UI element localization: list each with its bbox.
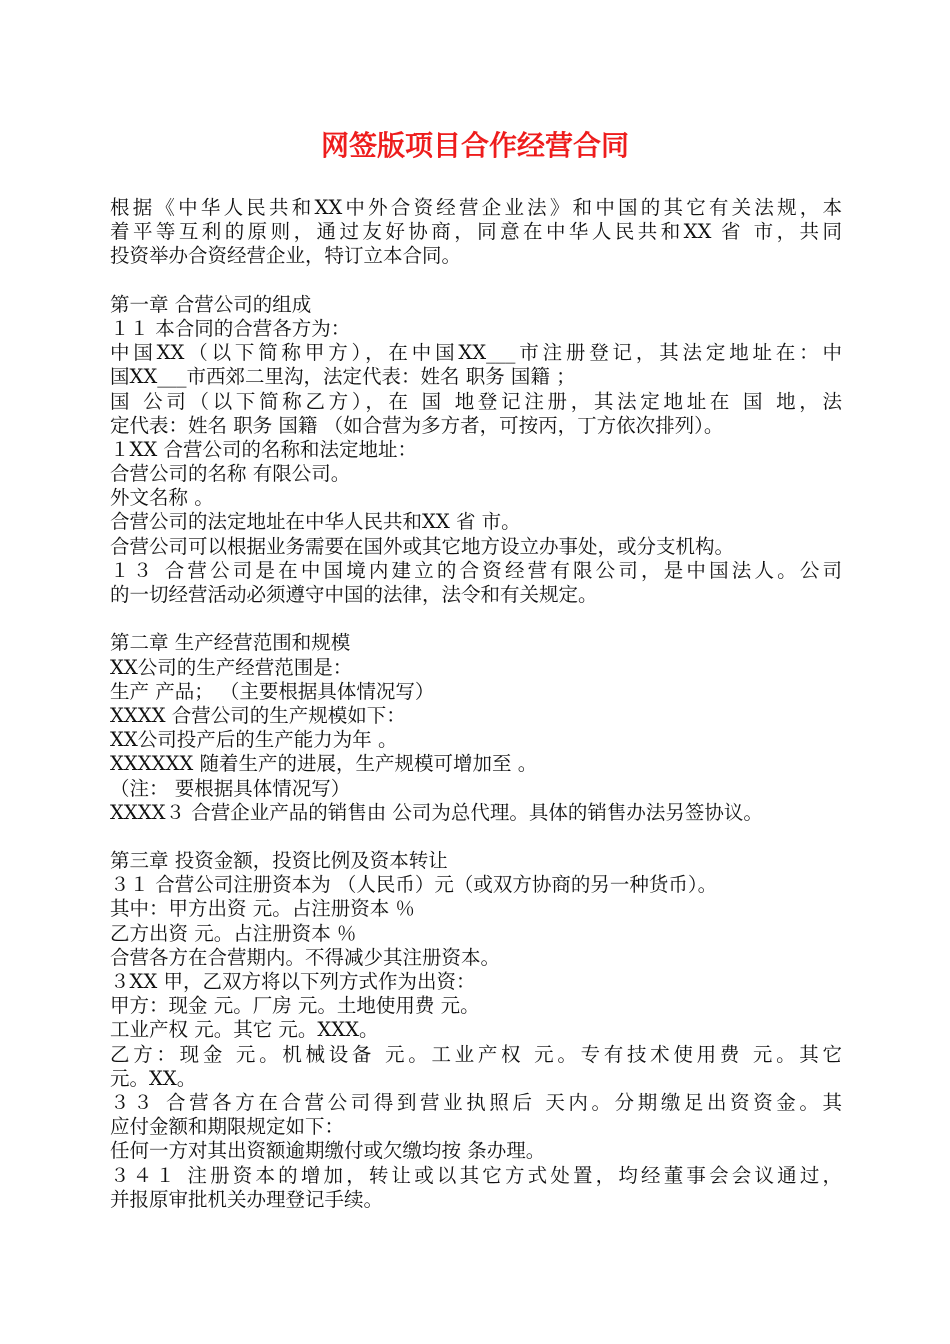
text-line: ３XX 甲，乙双方将以下列方式作为出资：: [110, 970, 476, 993]
text-line: 乙方：现金 元。机械设备 元。工业产权 元。专有技术使用费 元。其它: [110, 1042, 842, 1066]
text-line: 并报原审批机关办理登记手续。: [110, 1187, 384, 1211]
text-line: 国XX___市西郊二里沟，法定代表：姓名 职务 国籍 ；: [110, 365, 576, 389]
text-line: XX公司的生产经营范围是：: [110, 655, 353, 679]
text-line: XXXX 合营公司的生产规模如下：: [110, 703, 406, 727]
paragraph-gap: [110, 825, 842, 849]
text-line: 其中：甲方出资 元。占注册资本 ％: [110, 897, 415, 921]
document-title: 网签版项目合作经营合同: [320, 129, 629, 162]
text-line: 中国XX（以下简称甲方），在中国XX___市注册登记，其法定地址在：中: [110, 341, 842, 365]
text-line: ３１ 合营公司注册资本为 （人民币）元（或双方协商的另一种货币）。: [110, 873, 718, 897]
text-line: ３４１ 注册资本的增加，转让或以其它方式处置，均经董事会会议通过，: [110, 1163, 842, 1187]
text-line: XXXX３ 合营企业产品的销售由 公司为总代理。具体的销售办法另签协议。: [110, 800, 763, 824]
text-line: 任何一方对其出资额逾期缴付或欠缴均按 条办理。: [110, 1139, 546, 1163]
text-line: 的一切经营活动必须遵守中国的法律，法令和有关规定。: [110, 583, 598, 606]
text-line: 工业产权 元。其它 元。XXX。: [110, 1018, 379, 1042]
text-line: １３ 合营公司是在中国境内建立的合资经营有限公司，是中国法人。公司: [110, 558, 842, 582]
text-line: 国 公司（以下简称乙方），在 国 地登记注册，其法定地址在 国 地，法: [110, 389, 842, 413]
text-line: １１ 本合同的合营各方为：: [110, 316, 351, 340]
paragraph-gap: [110, 607, 842, 631]
text-line: ３３ 合营各方在合营公司得到营业执照后 天内。分期缴足出资资金。其: [110, 1090, 842, 1114]
text-line: 应付金额和期限规定如下：: [110, 1115, 345, 1139]
text-line: 甲方：现金 元。厂房 元。土地使用费 元。: [110, 994, 480, 1018]
intro-line: 着平等互利的原则，通过友好协商，同意在中华人民共和XX 省 市，共同: [110, 220, 842, 244]
chapter-heading: 第二章 生产经营范围和规模: [110, 631, 351, 655]
text-line: （注： 要根据具体情况写）: [110, 776, 351, 800]
intro-line: 投资举办合资经营企业，特订立本合同。: [110, 244, 462, 268]
document-body: [110, 196, 842, 1212]
text-line: 元。XX。: [110, 1066, 197, 1090]
text-line: 乙方出资 元。占注册资本 ％: [110, 921, 357, 945]
text-line: 合营各方在合营期内。不得减少其注册资本。: [110, 945, 501, 969]
paragraph-gap: [110, 269, 842, 293]
text-line: 合营公司的法定地址在中华人民共和XX 省 市。: [110, 510, 521, 534]
text-line: １XX 合营公司的名称和法定地址：: [110, 437, 417, 461]
text-line: 生产 产品； （主要根据具体情况写）: [110, 679, 435, 703]
chapter-heading: 第三章 投资金额，投资比例及资本转让: [110, 849, 448, 873]
chapter-heading: 第一章 合营公司的组成: [110, 292, 312, 316]
text-line: XXXXXX 随着生产的进展，生产规模可增加至 。: [110, 752, 538, 776]
text-line: 外文名称 。: [110, 486, 214, 510]
intro-line: 根据《中华人民共和XX中外合资经营企业法》和中国的其它有关法规，本: [110, 196, 842, 219]
text-line: XX公司投产后的生产能力为年 。: [110, 728, 398, 752]
text-line: 合营公司的名称 有限公司。: [110, 462, 351, 486]
text-line: 合营公司可以根据业务需要在国外或其它地方设立办事处，或分支机构。: [110, 534, 735, 558]
text-line: 定代表：姓名 职务 国籍 （如合营为多方者，可按丙，丁方依次排列）。: [110, 413, 724, 437]
